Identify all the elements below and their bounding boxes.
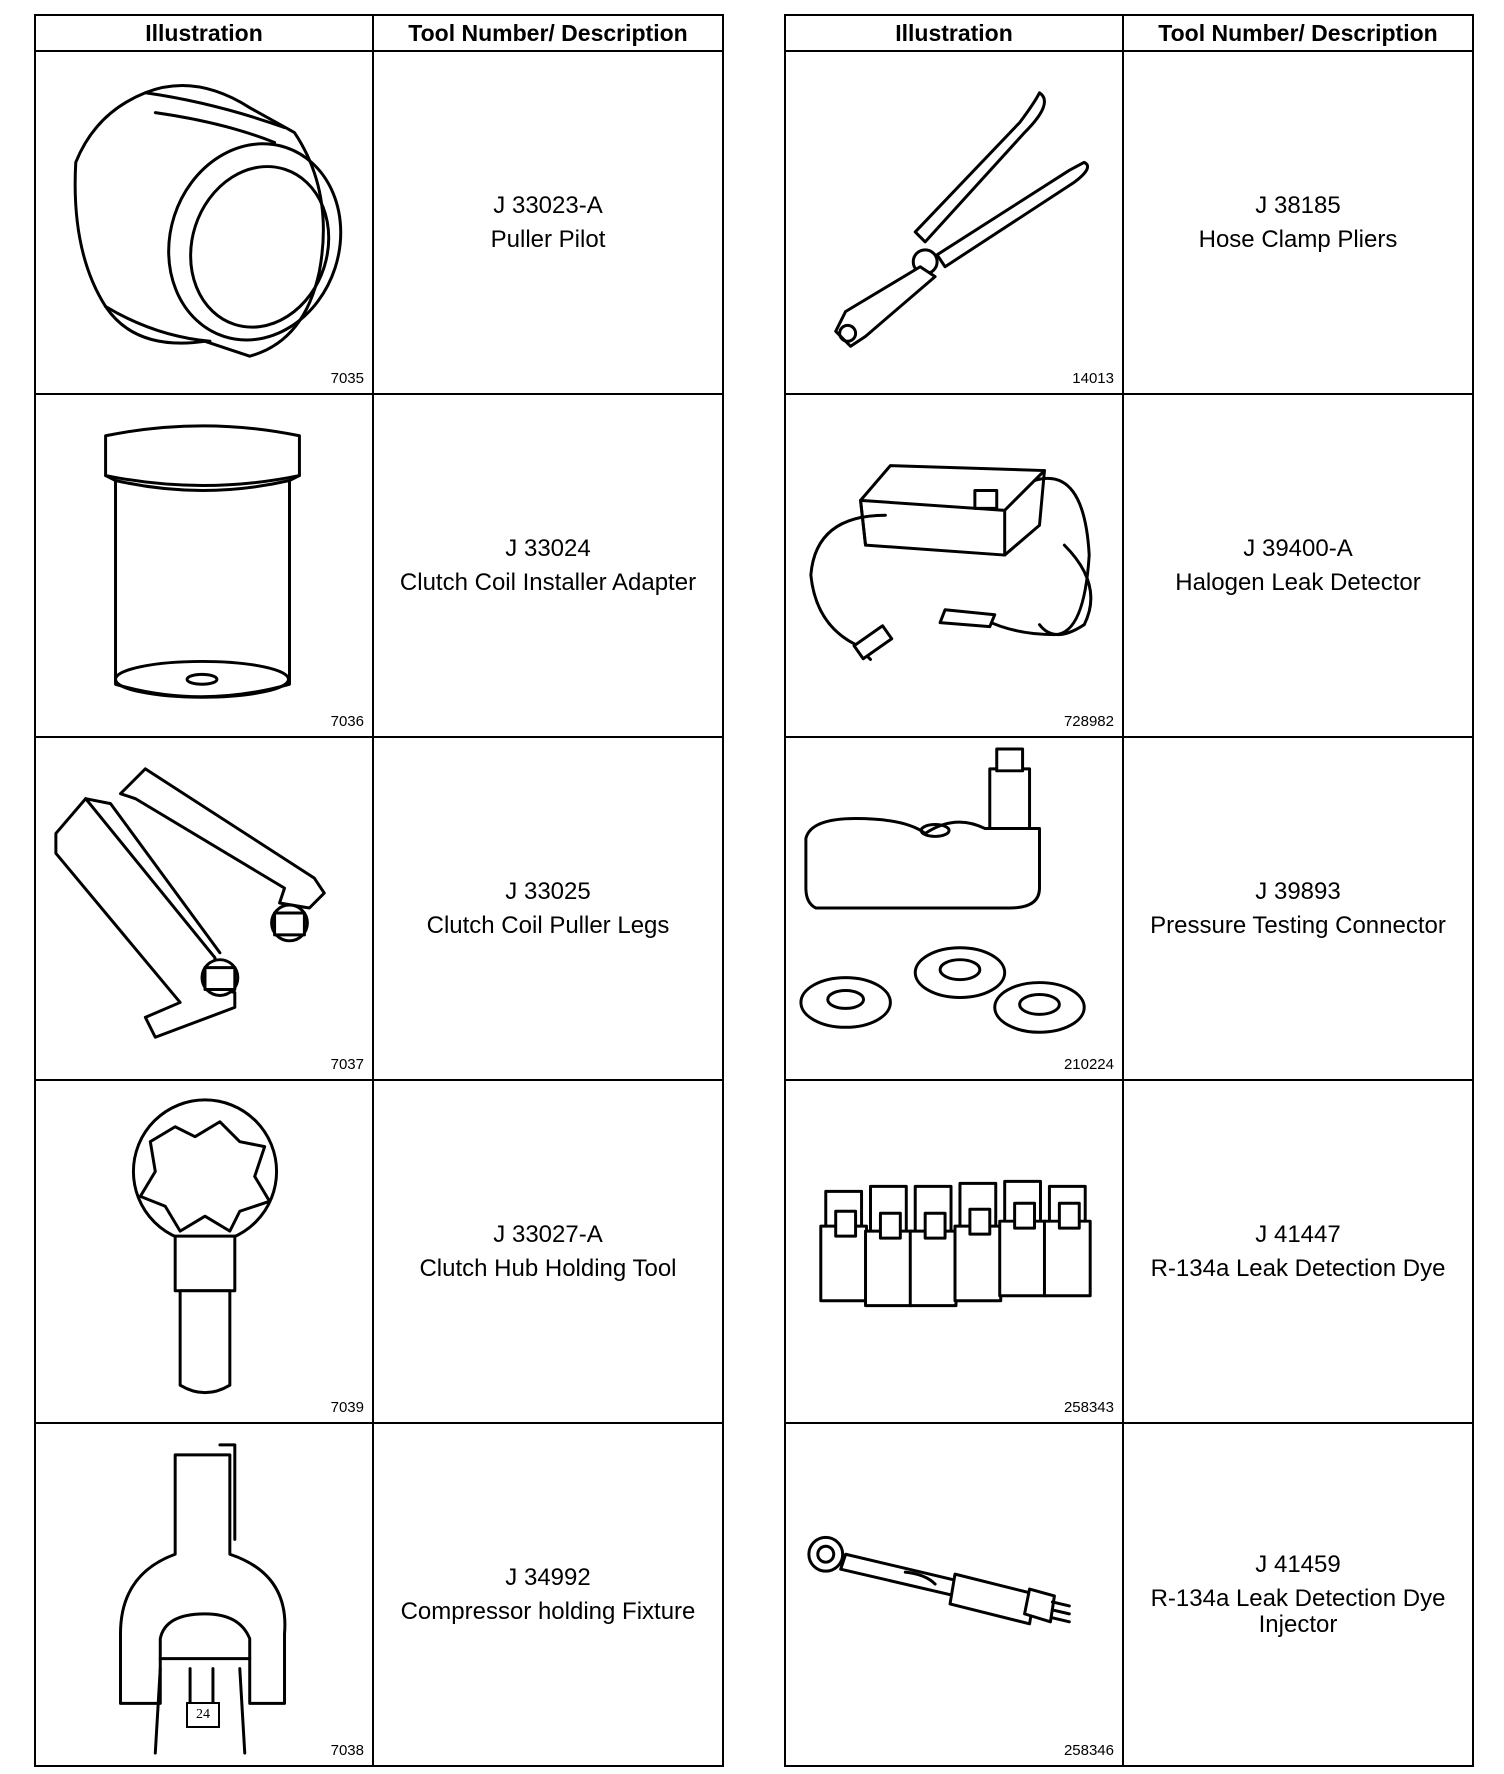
tool-name-continued: Injector: [1258, 1610, 1338, 1638]
fixture-label: 24: [186, 1702, 220, 1728]
leak-detector-icon: [786, 395, 1122, 736]
description-cell: [373, 1080, 723, 1423]
tool-number: J 33023-A: [493, 191, 603, 219]
figure-number: 258343: [1063, 1399, 1114, 1416]
table-row: [785, 1423, 1473, 1766]
left-tools-table: [34, 14, 724, 1767]
description-header: Tool Number/ Description: [373, 15, 723, 51]
table-row: [785, 51, 1473, 394]
table-row: [35, 737, 723, 1080]
figure-number: 258346: [1063, 1742, 1114, 1759]
table-row: [35, 51, 723, 394]
description-cell: [1123, 394, 1473, 737]
description-cell: [1123, 1423, 1473, 1766]
description-cell: [373, 51, 723, 394]
illustration-cell: [785, 51, 1123, 394]
tool-name: Clutch Coil Installer Adapter: [399, 568, 697, 596]
table-row: [785, 394, 1473, 737]
tool-number: J 33027-A: [493, 1220, 603, 1248]
tool-number: J 39400-A: [1243, 534, 1353, 562]
tool-number: J 34992: [505, 1563, 591, 1591]
figure-number: 728982: [1063, 713, 1114, 730]
dye-bottles-icon: [786, 1081, 1122, 1422]
illustration-cell: [785, 394, 1123, 737]
table-row: [785, 737, 1473, 1080]
tool-number: J 38185: [1255, 191, 1341, 219]
figure-number: 7039: [330, 1399, 364, 1416]
figure-number: 7035: [330, 370, 364, 387]
table-row: [35, 394, 723, 737]
description-cell: [373, 737, 723, 1080]
figure-number: 14013: [1072, 370, 1114, 387]
tool-name: Hose Clamp Pliers: [1198, 225, 1398, 253]
description-cell: [1123, 51, 1473, 394]
tool-name: Puller Pilot: [490, 225, 606, 253]
figure-number: 7036: [330, 713, 364, 730]
tool-name: R-134a Leak Detection Dye: [1150, 1254, 1446, 1282]
illustration-cell: [35, 1423, 373, 1766]
table-row: [35, 1423, 723, 1766]
table-header-row: [35, 15, 723, 51]
tool-number: J 41447: [1255, 1220, 1341, 1248]
figure-number: 7037: [330, 1056, 364, 1073]
illustration-cell: [785, 1423, 1123, 1766]
figure-number: 210224: [1063, 1056, 1114, 1073]
illustration-cell: [35, 394, 373, 737]
illustration-header: Illustration: [785, 15, 1123, 51]
installer-adapter-icon: [36, 395, 372, 736]
tool-number: J 39893: [1255, 877, 1341, 905]
puller-legs-icon: [36, 738, 372, 1079]
tool-name: Halogen Leak Detector: [1175, 568, 1421, 596]
tool-name: Pressure Testing Connector: [1150, 911, 1446, 939]
dye-injector-icon: [786, 1424, 1122, 1765]
figure-number: 7038: [330, 1742, 364, 1759]
tool-name: R-134a Leak Detection Dye: [1150, 1584, 1446, 1612]
illustration-cell: [35, 51, 373, 394]
table-header-row: [785, 15, 1473, 51]
right-tools-table: [784, 14, 1474, 1767]
tool-number: J 33025: [505, 877, 591, 905]
description-cell: [1123, 737, 1473, 1080]
illustration-cell: [35, 1080, 373, 1423]
description-cell: [1123, 1080, 1473, 1423]
illustration-header: Illustration: [35, 15, 373, 51]
illustration-cell: [785, 1080, 1123, 1423]
description-header: Tool Number/ Description: [1123, 15, 1473, 51]
table-row: [785, 1080, 1473, 1423]
tool-number: J 41459: [1255, 1550, 1341, 1578]
testing-connector-icon: [786, 738, 1122, 1079]
table-row: [35, 1080, 723, 1423]
tool-name: Clutch Coil Puller Legs: [426, 911, 670, 939]
tool-number: J 33024: [505, 534, 591, 562]
tool-name: Clutch Hub Holding Tool: [419, 1254, 677, 1282]
hub-holding-tool-icon: [36, 1081, 372, 1422]
hose-clamp-pliers-icon: [786, 52, 1122, 393]
puller-pilot-icon: [36, 52, 372, 393]
illustration-cell: [785, 737, 1123, 1080]
description-cell: [373, 394, 723, 737]
illustration-cell: [35, 737, 373, 1080]
description-cell: [373, 1423, 723, 1766]
tool-name: Compressor holding Fixture: [400, 1597, 696, 1625]
